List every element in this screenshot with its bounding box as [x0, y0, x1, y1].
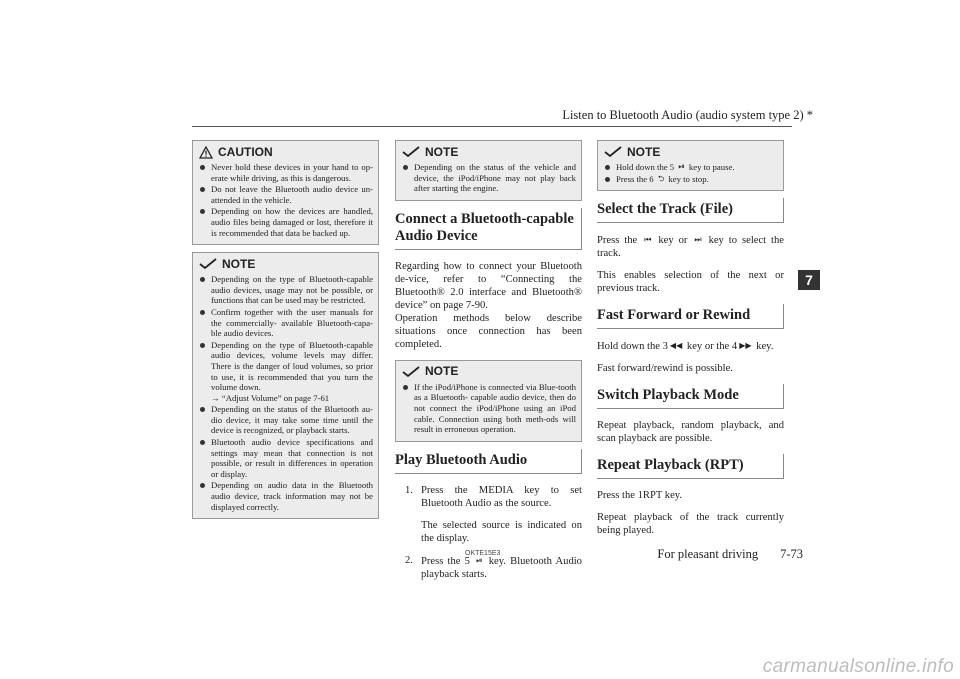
note-item: Bluetooth audio device specifications and settings may mean that connection is not possible, or result in differences in operation or display. [199, 437, 373, 479]
paragraph: Repeat playback of the track currently being played. [597, 512, 784, 537]
note-check-icon [402, 366, 420, 378]
note-item: If the iPod/iPhone is connected via Blue-tooth as a Bluetooth- capable audio device, then do not connect the iPod/iPhone using an iPod cable. Connection using both meth-ods will result in erroneous operation. [402, 382, 576, 435]
note-header [604, 143, 778, 161]
next-track-icon: ⏭ [694, 235, 702, 245]
paragraph: Regarding how to connect your Bluetooth de-vice, refer to “Connecting the Bluetooth® 2.0 interface and Bluetooth® device” on page 7-90. [395, 260, 582, 311]
step-text: Press the MEDIA key to set Bluetooth Audio as the source. [421, 484, 582, 509]
step-item [395, 484, 582, 545]
note-box [395, 360, 582, 442]
note-item-text: Depending on the type of Bluetooth-capable audio devices, volume levels may differ. There is the danger of loud volumes, so prior to use, it is recommended that you turn the volume down. [211, 339, 373, 393]
paragraph: This enables selection of the next or previous track. [597, 270, 784, 295]
section-heading: Connect a Bluetooth-capable Audio Device [395, 208, 582, 250]
step-text-post: key. Bluetooth Audio playback starts. [421, 555, 582, 580]
note-header [402, 143, 576, 161]
note-item: Depending on the status of the vehicle and device, the iPod/iPhone may not play back after starting the engine. [402, 162, 576, 194]
paragraph [597, 233, 784, 260]
paragraph: Repeat playback, random playback, and scan playback are possible. [597, 420, 784, 445]
paragraph: Press the 1RPT key. [597, 490, 683, 502]
column-1 [192, 140, 379, 526]
stop-icon: ⮌ [657, 173, 665, 183]
note-item: Depending on audio data in the Bluetooth audio device, track information may not be displayed correctly. [199, 480, 373, 512]
page-footer [657, 547, 803, 562]
paragraph [597, 339, 784, 353]
watermark: carmanualsonline.info [762, 656, 954, 677]
step-text: The selected source is indicated on the display. [421, 519, 582, 544]
section-heading: Fast Forward or Rewind [597, 304, 784, 329]
note-box [597, 140, 784, 191]
note-box [395, 140, 582, 201]
text: key. [756, 341, 774, 353]
document-code: OKTE15E3 [465, 550, 501, 557]
section-heading: Switch Playback Mode [597, 384, 784, 409]
play-pause-icon: ⏯ [678, 162, 685, 171]
previous-track-icon: ⏮ [644, 235, 652, 245]
note-item [604, 162, 778, 173]
caution-header [199, 143, 373, 161]
fast-forward-icon: ▶▶ [739, 341, 752, 351]
note-text: key to pause. [688, 162, 735, 172]
caution-box [192, 140, 379, 245]
note-check-icon [402, 146, 420, 158]
section-heading: Select the Track (File) [597, 198, 784, 223]
chapter-tab: 7 [798, 270, 820, 290]
page-reference-link[interactable]: → “Adjust Volume” on page 7-61 [211, 392, 330, 403]
paragraph: Operation methods below describe situations once connection has been completed. [395, 312, 582, 350]
note-box [192, 252, 379, 519]
step-item [395, 554, 582, 581]
text: key or [658, 235, 688, 247]
section-heading: Repeat Playback (RPT) [597, 454, 784, 479]
note-header [402, 363, 576, 381]
note-item: Depending on the type of Bluetooth-capable audio devices, usage may not be possible, or functions that can be used may be restricted. [199, 274, 373, 306]
text: Press the [597, 235, 638, 247]
text: key or the 4 [686, 341, 738, 353]
play-pause-icon: ⏯ [476, 555, 483, 565]
note-check-icon [199, 258, 217, 270]
note-label: NOTE [425, 364, 459, 379]
note-label: NOTE [425, 144, 459, 159]
section-heading: Play Bluetooth Audio [395, 449, 582, 474]
step-number: 2. [405, 554, 413, 566]
column-2 [395, 140, 582, 590]
footer-section: For pleasant driving [657, 547, 759, 561]
caution-item: Depending on how the devices are handled, audio files being damaged or lost, therefore it is recommended that data be backed up. [199, 206, 373, 238]
note-item: Confirm together with the user manuals for the commercially- available Bluetooth-capa-ble audio devices. [199, 307, 373, 339]
caution-label: CAUTION [218, 144, 273, 159]
note-text: Hold down the 5 [616, 162, 675, 172]
note-label: NOTE [627, 144, 661, 159]
caution-item: Do not leave the Bluetooth audio device un-attended in the vehicle. [199, 184, 373, 205]
running-header: Listen to Bluetooth Audio (audio system type 2) * [562, 108, 813, 122]
step-text-pre: Press the 5 [421, 555, 470, 567]
rewind-icon: ◀◀ [669, 341, 683, 351]
note-label: NOTE [222, 256, 256, 271]
paragraph: Fast forward/rewind is possible. [597, 363, 733, 375]
note-text: Press the 6 [616, 173, 654, 184]
note-text: key to stop. [668, 173, 709, 184]
column-3 [597, 140, 784, 546]
note-header [199, 255, 373, 273]
note-item [199, 340, 373, 404]
text: Hold down the 3 [597, 341, 668, 353]
header-rule [192, 126, 792, 127]
note-item: Depending on the status of the Bluetooth au-dio device, it may take some time until the device is recognized, or playback starts. [199, 404, 373, 436]
page-number: 7-73 [780, 547, 803, 561]
text: key to select the track. [597, 235, 784, 260]
note-check-icon [604, 146, 622, 158]
step-number: 1. [405, 484, 413, 496]
step-text [421, 554, 582, 581]
warning-triangle-icon [199, 146, 213, 159]
note-item [604, 174, 778, 185]
caution-item: Never hold these devices in your hand to op-erate while driving, as this is dangerous. [199, 162, 373, 183]
